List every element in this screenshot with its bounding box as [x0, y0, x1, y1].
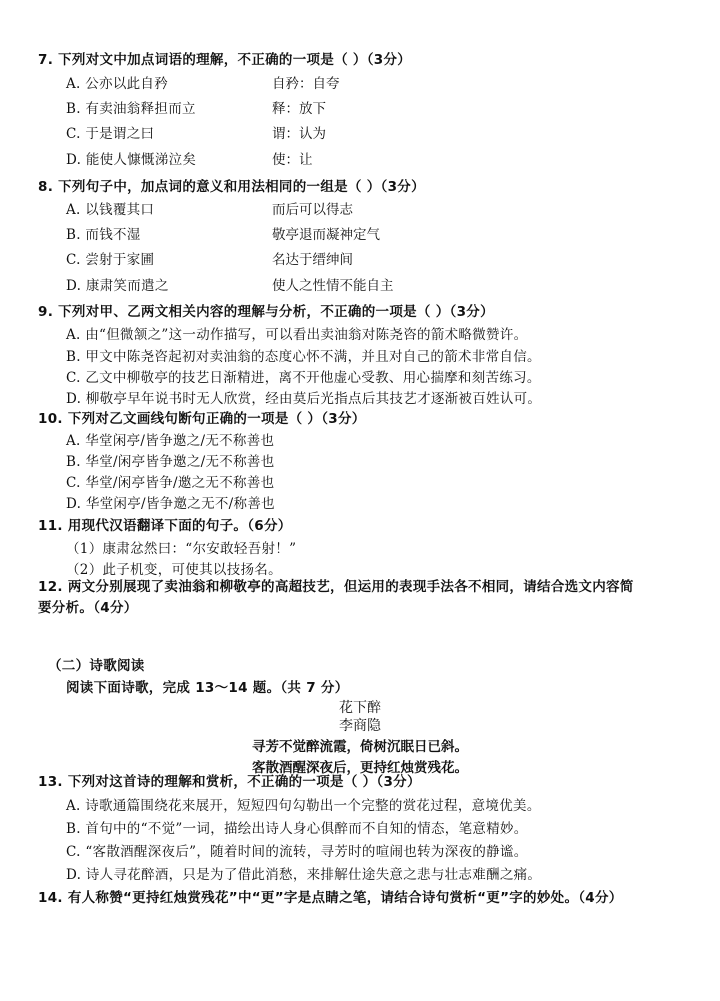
q11-item-1: （1）康肃忿然曰：“尔安敢轻吾射！” [66, 541, 297, 557]
q13-option-a: A. 诗歌通篇围绕花来展开，短短四句勾勒出一个完整的赏花过程，意境优美。 [66, 798, 541, 814]
q13-stem: 13. 下列对这首诗的理解和赏析，不正确的一项是（ ）（3分） [38, 774, 421, 790]
q10-option-d: D. 华堂闲亭/皆争邀之无不/称善也 [66, 496, 275, 512]
q10-option-c: C. 华堂/闲亭皆争/邀之无不称善也 [66, 475, 275, 491]
q8-pair-a: 而后可以得志 [272, 202, 353, 218]
q8-option-d: D. 康肃笑而遣之 [66, 278, 169, 294]
q14-stem: 14. 有人称赞“更持红烛赏残花”中“更”字是点睛之笔，请结合诗句赏析“更”字的妙处。（4分） [38, 890, 623, 906]
q10-stem: 10. 下列对乙文画线句断句正确的一项是（ ）（3分） [38, 411, 366, 427]
q12-line-1: 12. 两文分别展现了卖油翁和柳敬亭的高超技艺，但运用的表现手法各不相同，请结合选文内容简 [38, 579, 634, 595]
q9-option-d: D. 柳敬亭早年说书时无人欣赏，经由莫后光指点后其技艺才逐渐被百姓认可。 [66, 391, 542, 407]
q8-stem: 8. 下列句子中，加点词的意义和用法相同的一组是（ ）（3分） [38, 179, 425, 195]
q7-gloss-d: 使：让 [272, 152, 313, 168]
poem-line-2: 客散酒醒深夜后，更持红烛赏残花。 [252, 760, 468, 776]
poem-author: 李商隐 [339, 718, 381, 734]
q13-option-b: B. 首句中的“不觉”一词，描绘出诗人身心俱醉而不自知的情态，笔意精妙。 [66, 821, 528, 837]
q8-pair-d: 使人之性情不能自主 [272, 278, 394, 294]
poem-line-1: 寻芳不觉醉流霞，倚树沉眠日已斜。 [252, 739, 468, 755]
q11-stem: 11. 用现代汉语翻译下面的句子。（6分） [38, 518, 292, 534]
q7-gloss-a: 自矜：自夸 [272, 76, 340, 92]
q11-item-2: （2）此子机变，可使其以技扬名。 [66, 562, 282, 578]
q9-stem: 9. 下列对甲、乙两文相关内容的理解与分析，不正确的一项是（ ）（3分） [38, 304, 494, 320]
section-heading: （二）诗歌阅读 [48, 658, 145, 674]
q7-option-a: A. 公亦以此自矜 [66, 76, 169, 92]
q7-stem: 7. 下列对文中加点词语的理解，不正确的一项是（ ）（3分） [38, 52, 412, 68]
poem-title: 花下醉 [339, 700, 381, 716]
q7-option-d: D. 能使人慷慨涕泣矣 [66, 152, 197, 168]
q8-pair-b: 敬亭退而凝神定气 [272, 227, 380, 243]
section-instruction: 阅读下面诗歌，完成 13～14 题。（共 7 分） [66, 680, 349, 696]
q8-option-a: A. 以钱覆其口 [66, 202, 155, 218]
q13-option-d: D. 诗人寻花醉酒，只是为了借此消愁，来排解仕途失意之悲与壮志难酬之痛。 [66, 867, 542, 883]
q7-option-c: C. 于是谓之曰 [66, 126, 155, 142]
q13-option-c: C. “客散酒醒深夜后”，随着时间的流转，寻芳时的喧闹也转为深夜的静谧。 [66, 844, 528, 860]
q8-pair-c: 名达于缙绅间 [272, 252, 353, 268]
q9-option-b: B. 甲文中陈尧咨起初对卖油翁的态度心怀不满，并且对自己的箭术非常自信。 [66, 349, 541, 365]
q12-line-2: 要分析。（4分） [38, 600, 138, 616]
q7-gloss-b: 释：放下 [272, 101, 326, 117]
q9-option-c: C. 乙文中柳敬亭的技艺日渐精进，离不开他虚心受教、用心揣摩和刻苦练习。 [66, 370, 541, 386]
q9-option-a: A. 由“但微颔之”这一动作描写，可以看出卖油翁对陈尧咨的箭术略微赞许。 [66, 327, 528, 343]
q8-option-b: B. 而钱不湿 [66, 227, 141, 243]
q7-gloss-c: 谓：认为 [272, 126, 326, 142]
q10-option-a: A. 华堂闲亭/皆争邀之/无不称善也 [66, 433, 275, 449]
q8-option-c: C. 尝射于家圃 [66, 252, 155, 268]
q10-option-b: B. 华堂/闲亭皆争邀之/无不称善也 [66, 454, 275, 470]
q7-option-b: B. 有卖油翁释担而立 [66, 101, 196, 117]
